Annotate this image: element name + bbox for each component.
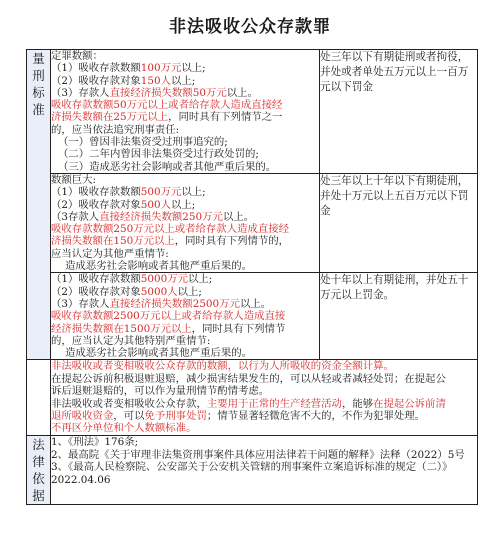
text-segment: （3）存款人 [51,297,110,310]
note-line [51,410,477,422]
text-segment: 数额巨大: [51,173,97,186]
text-segment: 以上。 [222,210,255,223]
note-line [51,385,477,397]
text-segment: 以上; [170,198,196,211]
text-segment: 以上; [181,62,206,75]
section-label-sentencing: 量刑标准 [27,50,51,360]
text-segment: 以上。 [226,86,258,99]
criteria-line [51,335,319,347]
text-segment: （3）存款人 [51,86,110,99]
law-reference: 2、最高院《关于审理非法集资刑事案件具体应用法律若干问题的解释》法释（2022）5号 [51,448,465,461]
text-segment: 以上。 [239,297,272,310]
highlight-text: 免予刑事处罚 [144,410,207,423]
note-line [51,398,477,410]
highlight-text: 直接经济损失数额250万元 [99,210,223,223]
notes-cell [51,360,478,435]
highlight-text: 5000人 [140,285,178,298]
highlight-text: 直接经济损失数额50万元 [109,86,227,99]
text-segment: 非法吸收或者变相吸收公众存款， [51,397,207,410]
text-segment: 造成恶劣社会影响或者其他严重后果的。 [65,260,253,273]
criteria-line [51,323,319,335]
text-segment: （1）吸收存款数额 [51,62,141,75]
text-segment: （2）吸收存款对象 [51,198,141,211]
highlight-text: 主要用于正常的生产经营活动 [206,397,342,410]
text-segment: 以上; [187,273,213,286]
criteria-line [51,75,319,87]
criteria-line [51,148,319,160]
text-segment: （3存款人 [51,210,100,223]
text-segment: 以上; [170,74,196,87]
criteria-line [51,161,319,173]
text-segment: 的，应当依法追究刑事责任: [51,123,180,136]
criteria-line [51,50,319,62]
highlight-text: 5000万元 [140,273,188,286]
highlight-text: 吸收存款数额2500万元以上或者给存款人造成直接 [51,310,286,323]
note-line [51,373,477,385]
text-segment: 以上; [177,285,202,298]
criteria-line [51,199,319,211]
criteria-line [51,87,319,99]
text-segment: （2）吸收存款对象 [51,74,141,87]
text-segment: （三）造成恶劣社会影响或者其他严重后果的。 [58,160,277,173]
text-segment: 定罪数额： [51,50,103,62]
criteria-line [51,62,319,74]
sentencing-table [26,49,478,505]
text-segment: 造成恶劣社会影响或者其他严重后果的。 [65,347,253,360]
criteria-line [51,99,319,111]
text-segment: ，能够 [341,397,374,410]
highlight-text: 150人 [140,74,171,87]
tier-penalty-1: 处三年以下有期徒刑或者拘役，并处或者单处五万元以上一百万元以下罚金 [320,50,478,174]
text-segment: ，可以 [113,410,145,423]
text-segment: ，同时具有下列情节的， [174,235,290,248]
tier-row-2 [27,173,478,272]
criteria-line [51,298,319,310]
criteria-line [51,111,319,123]
text-segment: （二）二年内曾因非法集资受过行政处罚的; [58,148,259,161]
law-reference: 3、《最高人民检察院、公安部关于公安机关管辖的刑事案件立案追诉标准的规定（二）》2022.04.06 [51,461,453,487]
criteria-line [51,286,319,298]
criteria-line [51,136,319,148]
text-segment: ，同时具有下列情节之一 [168,111,283,124]
highlight-text: 济损失数额在25万元以上 [51,111,169,124]
tier-criteria-2 [51,173,320,272]
highlight-text: 吸收存款数额50万元以上或者给存款人造成直接经 [51,99,283,112]
law-reference: 1、《刑法》176条; [51,435,139,448]
criteria-line [51,124,319,136]
text-segment: 的，应当认定为其他特别严重情节: [51,334,211,347]
highlight-text: 500人 [140,198,171,211]
text-segment: ，同时具有下列情节 [191,322,286,335]
highlight-text: 济损失数额在150万元以上 [51,235,175,248]
criteria-line [51,211,319,223]
criteria-line [51,223,319,235]
text-segment: 应当认定为其他严重情节: [51,247,169,260]
highlight-text: 吸收存款数额250万元以上或者给存款人造成直接经 [51,223,290,236]
criteria-line [51,260,319,272]
note-line [51,360,477,372]
criteria-line [51,248,319,260]
tier-penalty-3: 处十年以上有期徒刑，并处五十万元以上罚金。 [320,273,478,360]
tier-criteria-3 [51,273,320,360]
text-segment: 诉后退赃退赔的，可以作为量刑情节酌情考虑。 [51,385,270,398]
criteria-line [51,186,319,198]
text-segment: 在提起公诉前积极退赃退赔，减少损害结果发生的，可以从轻或者减轻处罚；在提起公 [51,372,446,385]
tier-penalty-2: 处三年以上十年以下有期徒刑，并处十万元以上五百万元以下罚金 [320,173,478,272]
page-title: 非法吸收公众存款罪 [169,17,331,37]
tier-row-3 [27,273,478,360]
text-segment: 以上; [181,186,206,199]
criteria-line [51,235,319,247]
criteria-line [51,273,319,285]
notes-label-empty [27,360,51,435]
text-segment: （2）吸收存款对象 [51,285,141,298]
highlight-text: 非法吸收或者变相吸收公众存款的数额，以行为人所吸收的资金全额计算。 [51,360,394,373]
highlight-text: 直接经济损失数额2500万元 [109,297,240,310]
text-segment: ；情节显著轻微危害不大的，不作为犯罪处理。 [206,410,426,423]
section-label-law: 法律依据 [27,435,51,504]
criteria-line [51,310,319,322]
text-segment: （一）曾因非法集资受过刑事追究的; [58,136,228,149]
tier-criteria-1 [51,50,320,174]
highlight-text: 经济损失数额在1500万元以上 [51,322,192,335]
law-row [27,435,478,504]
highlight-text: 100万元 [140,62,182,75]
note-line [51,422,477,434]
law-cell [51,435,478,504]
text-segment: （1）吸收存款数额 [51,273,141,286]
criteria-line [51,174,319,186]
highlight-text: 退所吸收资金 [51,410,114,423]
tier-row-1 [27,50,478,174]
criteria-line [51,347,319,359]
highlight-text: 不再区分单位和个人数额标准。 [51,422,197,435]
text-segment: （1）吸收存款数额 [51,186,141,199]
notes-row [27,360,478,435]
highlight-text: 在提起公诉前清 [373,397,446,410]
highlight-text: 500万元 [140,186,182,199]
